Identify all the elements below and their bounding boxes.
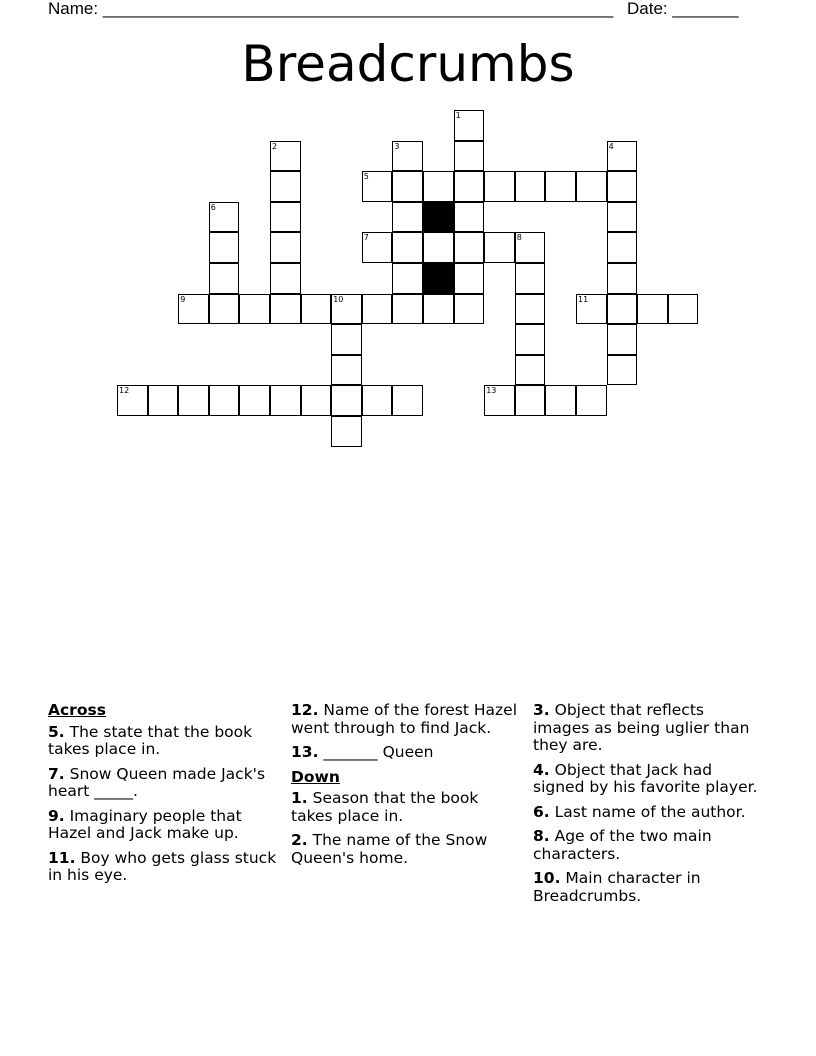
across-heading: Across: [48, 701, 106, 719]
crossword-cell[interactable]: [484, 385, 515, 416]
crossword-cell[interactable]: [209, 263, 240, 294]
cell-number: 4: [608, 141, 614, 151]
black-square: [423, 263, 454, 294]
crossword-cell[interactable]: [362, 171, 393, 202]
crossword-cell[interactable]: [392, 232, 423, 263]
clue-across-12: 12. Name of the forest Hazel went through to find Jack.: [291, 701, 518, 737]
cell-number: 6: [210, 202, 216, 212]
crossword-cell[interactable]: [607, 263, 638, 294]
black-square: [423, 202, 454, 233]
cell-number: 9: [180, 294, 186, 304]
clue-down-6: 6. Last name of the author.: [533, 802, 746, 821]
crossword-cell[interactable]: [668, 294, 699, 325]
page-title: Breadcrumbs: [241, 35, 575, 93]
cell-number: 5: [363, 172, 369, 182]
crossword-cell[interactable]: [209, 385, 240, 416]
crossword-cell[interactable]: [270, 232, 301, 263]
cell-number: 13: [486, 386, 497, 396]
crossword-cell[interactable]: [607, 294, 638, 325]
crossword-cell[interactable]: [576, 294, 607, 325]
name-field[interactable]: Name: ______________________________________________________: [48, 0, 614, 18]
crossword-cell[interactable]: [423, 232, 454, 263]
cell-number: 7: [363, 233, 369, 243]
crossword-cell[interactable]: [515, 171, 546, 202]
date-field[interactable]: Date: _______: [627, 0, 739, 18]
crossword-cell[interactable]: [270, 202, 301, 233]
crossword-cell[interactable]: [515, 263, 546, 294]
crossword-cell[interactable]: [607, 171, 638, 202]
crossword-cell[interactable]: [331, 294, 362, 325]
crossword-cell[interactable]: [331, 324, 362, 355]
crossword-cell[interactable]: [239, 294, 270, 325]
crossword-cell[interactable]: [423, 171, 454, 202]
crossword-cell[interactable]: [331, 385, 362, 416]
crossword-cell[interactable]: [362, 385, 393, 416]
clue-down-10: 10. Main character in Breadcrumbs.: [533, 869, 701, 905]
crossword-cell[interactable]: [209, 294, 240, 325]
crossword-cell[interactable]: [454, 263, 485, 294]
crossword-cell[interactable]: [454, 202, 485, 233]
crossword-cell[interactable]: [270, 141, 301, 172]
crossword-cell[interactable]: [484, 171, 515, 202]
crossword-cell[interactable]: [362, 294, 393, 325]
crossword-cell[interactable]: [270, 263, 301, 294]
clue-across-7: 7. Snow Queen made Jack's heart _____.: [48, 764, 266, 800]
crossword-cell[interactable]: [148, 385, 179, 416]
crossword-cell[interactable]: [392, 141, 423, 172]
cell-number: 1: [455, 111, 461, 120]
cell-number: 11: [578, 294, 589, 304]
clue-across-13: 13. _______ Queen: [291, 743, 434, 761]
crossword-cell[interactable]: [301, 294, 332, 325]
crossword-cell[interactable]: [392, 263, 423, 294]
crossword-cell[interactable]: [362, 232, 393, 263]
crossword-cell[interactable]: [178, 294, 209, 325]
crossword-cell[interactable]: [331, 355, 362, 386]
cell-number: 3: [394, 141, 400, 151]
crossword-cell[interactable]: [392, 294, 423, 325]
crossword-cell[interactable]: [239, 385, 270, 416]
clue-down-3: 3. Object that reflects images as being uglier than they are.: [533, 701, 750, 754]
crossword-cell[interactable]: [454, 232, 485, 263]
crossword-cell[interactable]: [392, 171, 423, 202]
crossword-cell[interactable]: [515, 324, 546, 355]
crossword-cell[interactable]: [607, 202, 638, 233]
crossword-grid: [0, 0, 816, 460]
crossword-cell[interactable]: [576, 385, 607, 416]
crossword-cell[interactable]: [454, 141, 485, 172]
clue-across-5: 5. The state that the book takes place in.: [48, 722, 253, 758]
crossword-cell[interactable]: [607, 324, 638, 355]
crossword-cell[interactable]: [484, 232, 515, 263]
crossword-cell[interactable]: [454, 110, 485, 141]
crossword-cell[interactable]: [301, 385, 332, 416]
crossword-cell[interactable]: [423, 294, 454, 325]
crossword-cell[interactable]: [270, 171, 301, 202]
crossword-cell[interactable]: [392, 202, 423, 233]
cell-number: 2: [272, 141, 278, 151]
crossword-cell[interactable]: [545, 385, 576, 416]
clue-down-8: 8. Age of the two main characters.: [533, 827, 712, 863]
crossword-cell[interactable]: [270, 385, 301, 416]
down-heading: Down: [291, 767, 340, 786]
crossword-cell[interactable]: [515, 294, 546, 325]
clues-column-2: [291, 702, 523, 874]
crossword-cell[interactable]: [515, 232, 546, 263]
crossword-cell[interactable]: [454, 171, 485, 202]
crossword-cell[interactable]: [392, 385, 423, 416]
crossword-cell[interactable]: [607, 232, 638, 263]
clue-down-2: 2. The name of the Snow Queen's home.: [291, 831, 488, 867]
crossword-cell[interactable]: [637, 294, 668, 325]
clues-column-1: [48, 702, 280, 892]
clue-across-11: 11. Boy who gets glass stuck in his eye.: [48, 848, 277, 884]
crossword-cell[interactable]: [607, 141, 638, 172]
crossword-cell[interactable]: [331, 416, 362, 447]
clues-column-3: [533, 702, 765, 912]
clue-down-1: 1. Season that the book takes place in.: [291, 789, 479, 825]
cell-number: 10: [333, 294, 344, 304]
cell-number: 12: [119, 386, 130, 396]
crossword-cell[interactable]: [515, 355, 546, 386]
clue-across-9: 9. Imaginary people that Hazel and Jack make up.: [48, 806, 242, 842]
clue-down-4: 4. Object that Jack had signed by his favorite player.: [533, 760, 758, 796]
crossword-cell[interactable]: [270, 294, 301, 325]
crossword-cell[interactable]: [515, 385, 546, 416]
crossword-cell[interactable]: [545, 171, 576, 202]
crossword-cell[interactable]: [576, 171, 607, 202]
crossword-cell[interactable]: [209, 202, 240, 233]
cell-number: 8: [516, 233, 522, 243]
crossword-cell[interactable]: [454, 294, 485, 325]
crossword-cell[interactable]: [607, 355, 638, 386]
crossword-cell[interactable]: [209, 232, 240, 263]
crossword-cell[interactable]: [117, 385, 148, 416]
crossword-cell[interactable]: [178, 385, 209, 416]
